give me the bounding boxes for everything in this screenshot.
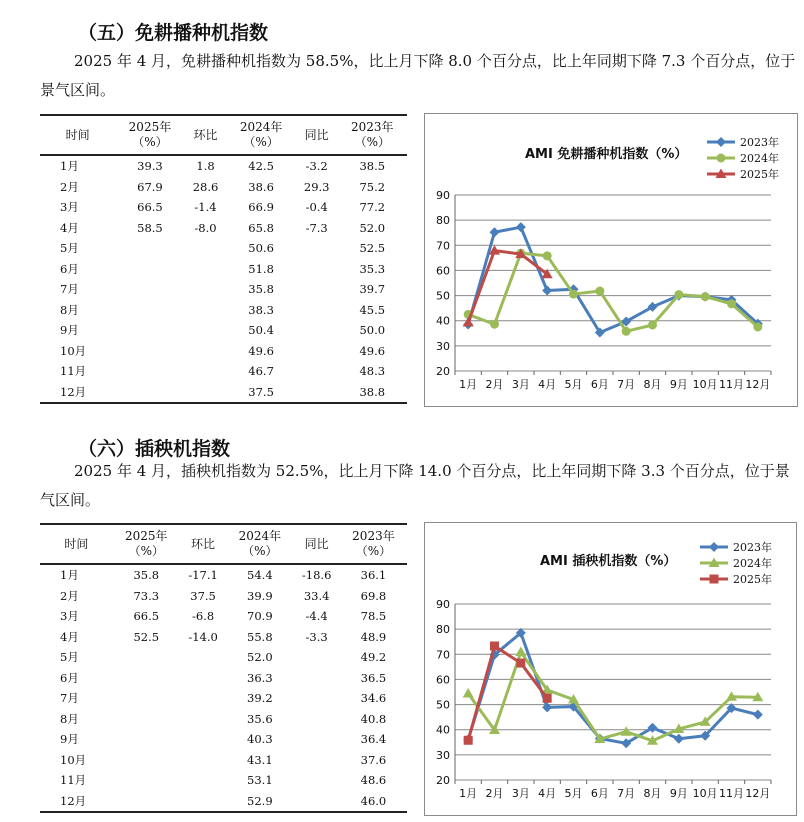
x-tick-label: 7月 [617,378,636,391]
table-row [40,564,407,586]
table-cell: 36.1 [360,568,387,583]
data-point [516,659,525,668]
table-cell: -18.6 [301,568,332,583]
table-header-cell: 2025年 （%） [113,524,180,564]
legend-label: 2025年 [740,168,779,181]
table-header-row [40,524,407,564]
x-tick-label: 4月 [538,378,557,391]
table-header-cell: 环比 [180,524,227,564]
table-header-row [40,115,407,155]
data-point [753,710,763,720]
table-cell: 36.5 [360,670,387,685]
table-cell [296,341,338,362]
table-cell: 37.5 [190,588,216,603]
table-cell [296,259,338,280]
table-row [40,382,407,404]
table-cell: 37.6 [360,752,387,767]
table-cell: 49.6 [359,343,386,358]
table-cell [185,238,227,259]
x-tick-label: 9月 [669,787,688,800]
table-cell: 52.0 [247,650,273,665]
table-row [40,300,407,321]
table-cell: 39.7 [359,282,386,297]
legend-label: 2023年 [740,136,779,149]
table-cell: 10月 [60,752,87,767]
table-cell: 73.3 [133,588,160,603]
data-point [542,702,552,712]
data-point [490,641,499,650]
table-cell: -1.4 [194,200,217,215]
table-cell [113,770,180,791]
section6-title: （六）插秧机指数 [78,438,231,460]
y-tick-label: 30 [436,748,450,762]
chart-title: AMI 免耕播种机指数（%） [525,147,688,162]
table-row [40,341,407,362]
x-tick-label: 5月 [564,787,583,800]
table-cell: 9月 [60,323,79,338]
x-tick-label: 10月 [692,787,718,800]
table-cell [185,259,227,280]
table-cell [293,647,340,668]
table-cell [296,300,338,321]
x-tick-label: 2月 [485,378,504,391]
y-tick-label: 60 [436,673,450,687]
table-cell [113,688,180,709]
table-cell: 52.5 [133,629,160,644]
table-header-cell: 同比 [293,524,340,564]
data-point [569,290,578,299]
table-cell [180,770,227,791]
table-cell: 11月 [60,773,87,788]
table-cell [185,361,227,382]
table-cell [296,382,338,404]
y-tick-label: 90 [436,189,450,202]
x-tick-label: 8月 [643,787,662,800]
table-cell: 34.6 [360,691,387,706]
data-point [490,320,499,329]
section6-chart [424,522,797,816]
table-cell [296,238,338,259]
table-cell [113,729,180,750]
table-header-cell: 时间 [40,524,113,564]
data-point [622,327,631,336]
table-cell [180,729,227,750]
table-cell [180,668,227,689]
y-tick-label: 20 [436,365,450,378]
table-cell: 48.6 [360,773,387,788]
table-cell: 35.8 [133,568,160,583]
table-cell: 52.5 [359,241,386,256]
table-cell: 46.7 [248,364,274,379]
table-cell [115,300,184,321]
data-point [753,323,762,332]
data-point [674,290,683,299]
table-cell [293,750,340,771]
legend-marker [710,575,719,584]
chart-title: AMI 插秧机指数（%） [540,554,677,569]
table-cell: 70.9 [247,609,273,624]
table-cell: 6月 [60,261,79,276]
table-cell: 50.6 [248,241,274,256]
table-cell [296,320,338,341]
table-header-cell: 2025年 （%） [115,115,184,155]
table-cell [180,688,227,709]
x-tick-label: 11月 [719,787,744,800]
table-cell [180,750,227,771]
legend-marker [709,542,719,552]
table-cell [185,341,227,362]
table-cell [180,709,227,730]
table-cell: 40.8 [360,711,387,726]
table-cell: 77.2 [359,200,386,215]
table-cell [180,647,227,668]
x-tick-label: 8月 [643,378,662,391]
table-cell: 11月 [60,364,87,379]
table-cell: 40.3 [247,732,273,747]
table-cell [180,791,227,813]
y-tick-label: 50 [436,698,450,712]
table-cell: 1月 [60,568,79,583]
table-cell: 49.2 [360,650,387,665]
table-cell: -17.1 [188,568,218,583]
table-cell: 3月 [60,200,79,215]
table-header-cell: 2023年 （%） [340,524,407,564]
table-row [40,791,407,813]
table-cell: 7月 [60,691,79,706]
table-cell [113,709,180,730]
table-cell: 37.5 [226,382,295,404]
table-cell: 75.2 [359,179,386,194]
table-cell: 3月 [60,609,79,624]
data-point [543,694,552,703]
y-tick-label: 70 [436,648,450,662]
x-tick-label: 3月 [511,378,530,391]
y-tick-label: 70 [436,239,450,253]
table-row [40,238,407,259]
table-cell [293,791,340,813]
table-row [40,586,407,607]
y-tick-label: 40 [436,314,450,328]
data-point [542,286,552,296]
y-tick-label: 80 [436,214,450,228]
table-cell: 36.3 [247,670,273,685]
table-cell [115,341,184,362]
table-cell: 51.8 [248,261,274,276]
table-cell: 49.6 [248,343,274,358]
x-tick-label: 11月 [719,378,744,391]
series-line-2023年 [468,633,758,743]
table-cell [296,361,338,382]
table-cell [293,688,340,709]
table-row [40,750,407,771]
x-tick-label: 4月 [538,787,557,800]
table-cell: 67.9 [137,179,163,194]
section6-table [40,523,407,813]
data-point [490,227,500,237]
table-cell: 36.4 [360,732,387,747]
table-cell: 4月 [60,629,79,644]
y-tick-label: 80 [436,623,450,637]
table-cell: 50.0 [359,323,386,338]
legend-label: 2023年 [733,541,772,554]
y-tick-label: 50 [436,289,450,303]
table-cell: 48.3 [359,364,386,379]
x-tick-label: 10月 [692,378,718,391]
table-cell: 66.5 [137,200,163,215]
table-cell [185,279,227,300]
table-cell [185,320,227,341]
y-tick-label: 90 [436,598,450,611]
table-cell: 38.6 [248,179,274,194]
table-cell: 46.0 [340,791,407,813]
data-point [464,736,473,745]
table-cell: 8月 [60,302,79,317]
data-point [543,251,552,260]
table-header-cell: 同比 [296,115,338,155]
x-tick-label: 7月 [617,787,636,800]
y-tick-label: 40 [436,723,450,737]
table-cell: 12月 [40,382,115,404]
table-cell: -7.3 [305,220,328,235]
section6-chart-svg [425,523,796,815]
table-cell: -8.0 [194,220,217,235]
x-tick-label: 2月 [485,787,504,800]
section6-paragraph: 2025 年 4 月，插秧机指数为 52.5%，比上月下降 14.0 个百分点，比上年同期下降 3.3 个百分点，位于景气区间。 [40,462,790,509]
table-cell: 69.8 [360,588,387,603]
table-cell: 5月 [60,241,79,256]
section5-chart [424,113,798,407]
legend-label: 2025年 [733,573,772,586]
table-cell: 35.3 [359,261,386,276]
table-header-cell: 环比 [185,115,227,155]
table-cell: -4.4 [305,609,328,624]
table-row [40,627,407,648]
data-point [621,726,632,736]
table-cell: 6月 [60,670,79,685]
table-row [40,709,407,730]
x-tick-label: 3月 [511,787,530,800]
table-row [40,668,407,689]
table-cell: 52.9 [226,791,293,813]
data-point [516,222,526,232]
table-cell [115,259,184,280]
table-cell: 38.3 [248,302,274,317]
y-tick-label: 60 [436,264,450,278]
section5-paragraph: 2025 年 4 月，免耕播种机指数为 58.5%，比上月下降 8.0 个百分点，比上年同期下降 7.3 个百分点，位于景气区间。 [40,52,796,99]
table-cell: 55.8 [247,629,273,644]
table-cell [115,279,184,300]
table-cell: -14.0 [188,629,218,644]
table-cell [115,238,184,259]
x-tick-label: 9月 [669,378,688,391]
data-point [463,688,474,698]
table-cell: -0.4 [305,200,328,215]
table-cell: 1月 [60,159,79,174]
table-row [40,606,407,627]
table-cell: -6.8 [191,609,215,624]
series-line-2024年 [468,253,758,331]
data-point [701,292,710,301]
x-tick-label: 1月 [459,378,478,391]
table-cell: 39.9 [247,588,273,603]
table-cell: 1.8 [196,159,215,174]
table-row [40,218,407,239]
x-tick-label: 6月 [590,787,609,800]
table-cell: 4月 [60,220,79,235]
table-row [40,177,407,198]
y-tick-label: 30 [436,339,450,353]
table-cell [115,320,184,341]
legend-label: 2024年 [740,152,779,165]
table-cell: 48.9 [360,629,387,644]
table-cell: 39.3 [137,159,163,174]
table-header-cell: 2023年 （%） [338,115,407,155]
section5-table [40,114,407,404]
table-cell: 38.8 [338,382,407,404]
table-cell [296,279,338,300]
x-tick-label: 6月 [590,378,609,391]
table-row [40,770,407,791]
table-header-cell: 2024年 （%） [226,524,293,564]
x-tick-label: 12月 [745,378,771,391]
table-cell [115,361,184,382]
table-cell [113,647,180,668]
table-row [40,688,407,709]
table-row [40,259,407,280]
table-row [40,320,407,341]
table-cell: 29.3 [303,179,330,194]
table-cell [113,668,180,689]
table-cell: 58.5 [137,220,163,235]
table-row [40,361,407,382]
x-tick-label: 5月 [564,378,583,391]
table-cell: 42.5 [248,159,274,174]
table-cell: 12月 [40,791,113,813]
table-cell: 38.5 [359,159,386,174]
table-cell: 8月 [60,711,79,726]
table-header-cell: 时间 [40,115,115,155]
table-cell: 66.9 [248,200,274,215]
table-cell [113,750,180,771]
table-cell: 35.8 [248,282,274,297]
table-cell: 50.4 [248,323,274,338]
table-cell: 43.1 [247,752,273,767]
table-cell: 35.6 [247,711,273,726]
table-cell [293,709,340,730]
table-row [40,279,407,300]
table-row [40,155,407,177]
table-cell: 5月 [60,650,79,665]
table-cell [185,300,227,321]
table-cell [113,791,180,813]
table-row [40,647,407,668]
y-tick-label: 20 [436,774,450,787]
legend-label: 2024年 [733,557,772,570]
legend-marker [716,137,726,147]
table-cell: 78.5 [360,609,387,624]
table-cell: 54.4 [247,568,273,583]
data-point [727,299,736,308]
table-cell: 9月 [60,732,79,747]
section5-chart-svg [425,114,797,406]
table-cell [115,382,184,404]
table-cell: 45.5 [359,302,386,317]
table-cell: 65.8 [248,220,274,235]
section5-title: （五）免耕播种机指数 [78,22,269,44]
table-cell: 2月 [60,588,79,603]
data-point [595,287,604,296]
data-point [648,320,657,329]
legend-marker [717,154,726,163]
table-cell: 52.0 [359,220,386,235]
table-cell: 39.2 [247,691,273,706]
table-cell: 53.1 [247,773,273,788]
table-cell: 33.4 [303,588,330,603]
table-cell: -3.3 [305,629,328,644]
data-point [674,734,684,744]
table-row [40,197,407,218]
table-cell: 2月 [60,179,79,194]
table-cell: 10月 [60,343,87,358]
table-header-cell: 2024年 （%） [226,115,295,155]
table-cell: 7月 [60,282,79,297]
data-point [463,317,474,327]
table-row [40,729,407,750]
table-cell: 66.5 [133,609,160,624]
table-cell: 28.6 [192,179,219,194]
x-tick-label: 12月 [745,787,771,800]
x-tick-label: 1月 [459,787,478,800]
table-cell: -3.2 [305,159,328,174]
table-cell [185,382,227,404]
table-cell [293,668,340,689]
table-cell [293,770,340,791]
table-cell [293,729,340,750]
